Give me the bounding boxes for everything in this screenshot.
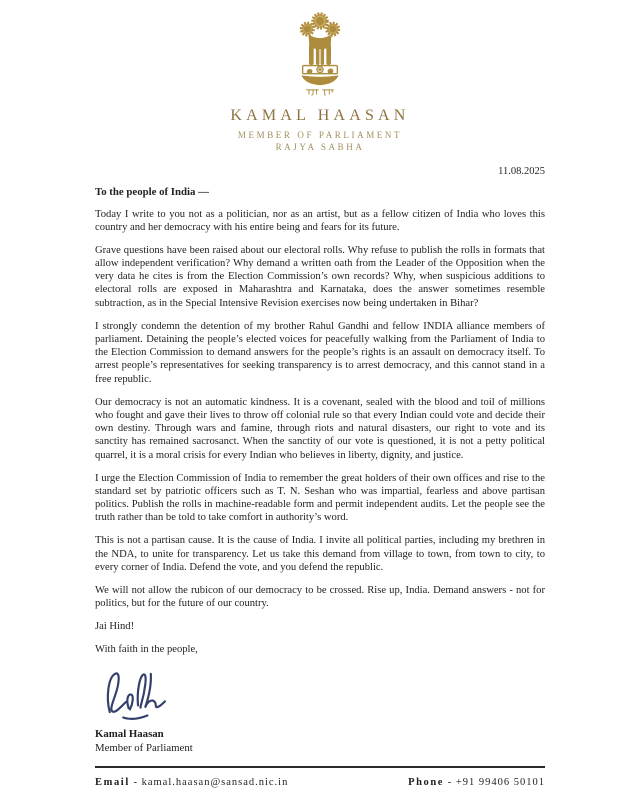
phone-contact	[408, 777, 545, 788]
letterhead-name: KAMAL HAASAN	[230, 107, 410, 124]
paragraph-democracy-covenant: Our democracy is not an automatic kindness. It is a covenant, sealed with the blood and toil of millions who fought and gave their lives to throw off colonial rule so that every Indian could vote and decide their own destiny. Through wars and famine, through riots and natural disasters, our right to vote and its sanctity has remained sacrosanct. When the sanctity of our vote is questioned, it is not a petty political quarrel, it is a moral crisis for every Indian who believes in liberty, dignity, and justice.	[95, 396, 545, 461]
paragraph-electoral-rolls: Grave questions have been raised about our electoral rolls. Why refuse to publish the rolls in formats that allow independent verification? Why demand a written oath from the Leader of the Opposition when the very data he cites is from the Election Commission’s own records? Why, when suspicious additions to electoral rolls are exposed in Maharashtra and Karnataka, does the answer sometimes resemble subtraction, as in the Special Intensive Revision exercises now being undertaken in Bihar?	[95, 244, 545, 309]
paragraph-rubicon: We will not allow the rubicon of our democracy to be crossed. Rise up, India. Demand answers - not for politics, but for the future of our country.	[95, 584, 545, 609]
signatory-name: Kamal Haasan	[95, 728, 164, 741]
email-value: kamal.haasan@sansad.nic.in	[141, 777, 289, 789]
email-label: Email	[95, 777, 130, 789]
salutation: To the people of India —	[95, 186, 209, 198]
email-contact	[95, 777, 288, 788]
letter-date: 11.08.2025	[498, 166, 545, 177]
letterhead-house: RAJYA SABHA	[275, 142, 365, 152]
phone-label: Phone	[408, 777, 445, 789]
phone-value: +91 99406 50101	[455, 777, 545, 789]
letterhead-role: MEMBER OF PARLIAMENT	[237, 130, 403, 140]
paragraph-detention: I strongly condemn the detention of my brother Rahul Gandhi and fellow INDIA alliance members of parliament. Detaining the people’s elected voices for peacefully walking from the Parliament of India to the Election Commission to demand answers for the people’s rights is an assault on democracy itself. To arrest people’s representatives for seeking transparency is to arrest democracy, and this cannot stand in a free republic.	[95, 320, 545, 385]
paragraph-election-commission: I urge the Election Commission of India to remember the great holders of their own offices and rise to the standard set by patriotic officers such as T. N. Seshan who was impartial, fearless and above partisan politics. Publish the rolls in machine-readable form and permit independent audits. Let the people see the truth rather than be told to take comfort in authority’s word.	[95, 472, 545, 524]
phone-separator: -	[447, 777, 453, 789]
paragraph-cause-of-india: This is not a partisan cause. It is the cause of India. I invite all political parties, including my brethren in the NDA, to unite for transparency. Let us take this demand from village to town, from town to city, to every corner of India. Defend the vote, and you defend the republic.	[95, 535, 545, 573]
letterhead	[95, 10, 545, 152]
signatory-title: Member of Parliament	[95, 742, 193, 755]
handwritten-signature-icon	[99, 665, 545, 725]
contact-footer	[95, 766, 545, 788]
ashoka-lion-capital-emblem-icon	[95, 10, 545, 98]
paragraph-intro: Today I write to you not as a politician, nor as an artist, but as a fellow citizen of India who loves this country and her democracy with his entire being and fears for its future.	[95, 208, 545, 233]
valediction: With faith in the people,	[95, 643, 198, 655]
satyameva-jayate-motto	[306, 90, 334, 95]
email-separator: -	[133, 777, 138, 789]
patriotic-close: Jai Hind!	[95, 620, 135, 632]
